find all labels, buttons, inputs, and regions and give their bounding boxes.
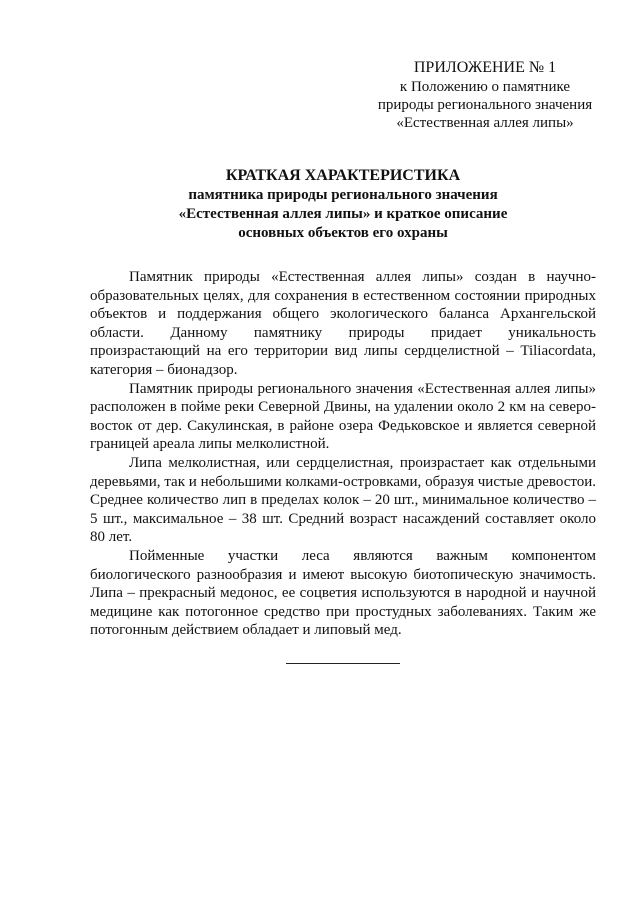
title-main: КРАТКАЯ ХАРАКТЕРИСТИКА <box>225 167 461 184</box>
paragraph: Пойменные участки леса являются важным компонентом биологического разнообразия и имеют высокую биотопическую значимость. Липа – прекрасный медонос, ее соцветия используются в народной и научной медицине как потогонное средство при простудных заболеваниях. Таким же потогонным действием обладает и липовый мед. <box>90 547 596 639</box>
appendix-line: к Положению о памятнике <box>399 79 571 95</box>
document-body <box>90 268 596 640</box>
paragraph: Памятник природы «Естественная аллея липы» создан в научно-образовательных целях, для сохранения в естественном состоянии природных объектов и поддержания общего экологического баланса Архангельской области. Данному памятнику природы придает уникальность произрастающий на его территории вид липы сердцелистной – Tiliacordata, категория – бионадзор. <box>90 269 596 378</box>
title-line: памятника природы регионального значения <box>188 187 498 203</box>
paragraph: Памятник природы регионального значения «Естественная аллея липы» расположен в пойме реки Северной Двины, на удалении около 2 км на северо-восток от дер. Сакулинская, в районе озера Федьковское и является северной границей ареала липы мелколистной. <box>90 380 596 453</box>
title-line: «Естественная аллея липы» и краткое описание <box>178 206 508 222</box>
appendix-label: ПРИЛОЖЕНИЕ № 1 <box>413 59 557 76</box>
end-separator-line <box>286 663 400 664</box>
appendix-header <box>360 58 610 132</box>
appendix-line: «Естественная аллея липы» <box>396 115 574 131</box>
title-line: основных объектов его охраны <box>238 225 448 241</box>
appendix-line: природы регионального значения <box>377 97 593 113</box>
paragraph: Липа мелколистная, или сердцелистная, произрастает как отдельными деревьями, так и небольшими колками-островками, образуя чистые древостои. Среднее количество лип в пределах колок – 20 шт., минимальное количество – 5 шт., максимальное – 38 шт. Средний возраст насаждений составляет около 80 лет. <box>90 454 596 546</box>
document-title <box>100 166 586 243</box>
